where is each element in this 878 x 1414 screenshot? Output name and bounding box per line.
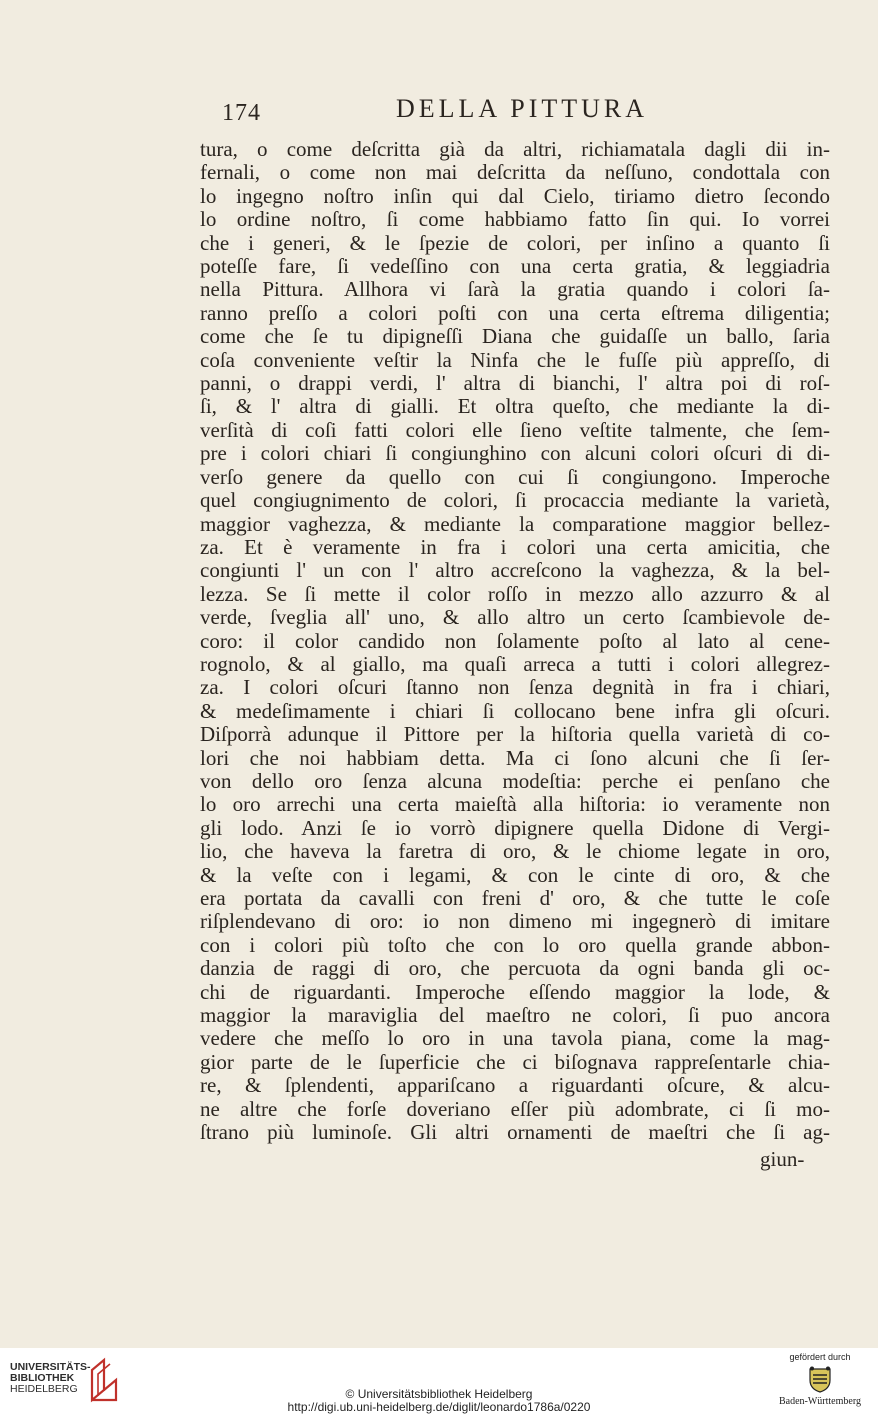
sponsor-name: Baden-Württemberg [778,1396,861,1407]
footer-bar [0,1348,878,1414]
library-name-line-2: BIBLIOTHEK [10,1372,75,1384]
body-text [200,138,830,1144]
text-line: vedere che meſſo lo oro in una tavola piana, come la mag- [200,1026,830,1051]
text-line: verſità di coſi fatti colori elle ſieno veſtite talmente, che ſem- [200,417,830,442]
text-line: lo ordine noſtro, ſi come habbiamo fatto ſin qui. Io vorrei [200,207,830,232]
text-line: ranno preſſo a colori poſti con una certa eſtrema diligentia; [200,300,830,325]
library-name-line-1: UNIVERSITÄTS- [10,1361,91,1373]
text-line: quel congiugnimento de colori, ſi procaccia mediante la varietà, [200,488,830,513]
text-line: za. I colori oſcuri ſtanno non ſenza degnità in fra i chiari, [200,675,830,700]
text-line: coſa conveniente veſtir la Ninfa che le fuſſe più appreſſo, di [200,347,830,372]
page-number: 174 [222,100,261,126]
text-line: lio, che haveva la faretra di oro, & le chiome legate in oro, [200,839,830,864]
catchword: giun- [760,1147,805,1171]
text-line: coro: il color candido non ſolamente poſto al lato al cene- [200,628,830,653]
text-line: chi de riguardanti. Imperoche eſſendo maggior la lode, & [200,979,830,1004]
text-line: gior parte de le ſuperficie che ci biſognava rappreſentarle chia- [200,1049,830,1074]
text-line: ſi, & l' altra di gialli. Et oltra queſto, che mediante la di- [200,394,830,419]
text-line: riſplendevano di oro: io non dimeno mi ingegnerò di imitare [200,909,830,934]
text-line: nella Pittura. Allhora vi ſarà la gratia quando i colori ſa- [200,277,830,302]
text-line: gli lodo. Anzi ſe io vorrò dipignere quella Didone di Vergi- [200,815,830,840]
text-line: lori che noi habbiam detta. Ma ci ſono alcuni che ſi ſer- [200,745,830,770]
text-line: ne altre che forſe doveriano eſſer più adombrate, ci ſi mo- [200,1096,830,1121]
text-line: fernali, o come non mai deſcritta da neſſuno, condottala con [200,160,830,185]
text-line: pre i colori chiari ſi congiunghino con alcuni colori oſcuri di di- [200,441,830,466]
text-line: & la veſte con i legami, & con le cinte di oro, & che [200,862,830,887]
text-line: congiunti l' un con l' altro accreſcono la vaghezza, & la bel- [200,558,830,583]
text-line: con i colori più toſto che con lo oro quella grande abbon- [200,932,830,957]
text-line: era portata da cavalli con freni d' oro, & che tutte le coſe [200,886,830,910]
text-line: ſtrano più luminoſe. Gli altri ornamenti de maeſtri che ſi ag- [200,1120,830,1145]
text-line: & medeſimamente i chiari ſi collocano bene infra gli oſcuri. [200,698,830,723]
text-line: panni, o drappi verdi, l' altra di bianchi, l' altra poi di roſ- [200,371,830,396]
library-name [10,1362,90,1395]
footer-credits [200,1388,678,1413]
text-line: lo oro arrechi una certa maieſtà alla hiſtoria: io veramente non [200,792,830,817]
text-line: maggior vaghezza, & mediante la comparatione maggior bellez- [200,511,830,536]
text-line: verde, ſveglia all' uno, & allo altro un certo ſcambievole de- [200,605,830,630]
sponsor-caption: gefördert durch [789,1352,851,1362]
text-line: che i generi, & le ſpezie de colori, per inſino a quanto ſi [200,230,830,255]
text-line: tura, o come deſcritta già da altri, richiamatala dagli dii in- [200,137,830,161]
text-line: Diſporrà adunque il Pittore per la hiſtoria quella varietà di co- [200,722,830,747]
text-line: come che ſe tu dipigneſſi Diana che guidaſſe un ballo, ſaria [200,324,830,349]
library-logo-icon [88,1356,124,1404]
permalink[interactable]: http://digi.ub.uni-heidelberg.de/diglit/leonardo1786a/0220 [287,1399,591,1414]
text-line: danzia de raggi di oro, che percuota da ogni banda gli oc- [200,956,830,981]
text-line: poteſſe fare, ſi vedeſſino con una certa gratia, & leggiadria [200,254,830,279]
copyright-text: © Universitätsbibliothek Heidelberg [345,1387,533,1401]
sponsor-block [770,1352,870,1407]
text-line: za. Et è veramente in fra i colori una certa amicitia, che [200,534,830,559]
text-line: rognolo, & al giallo, ma quaſi arreca a tutti i colori allegrez- [200,651,830,676]
text-line: maggior la maraviglia del maeſtro ne colori, ſi puo ancora [200,1003,830,1028]
coat-of-arms-icon [807,1366,833,1394]
text-line: re, & ſplendenti, appariſcano a riguardanti oſcure, & alcu- [200,1073,830,1098]
page-title: DELLA PITTURA [396,94,649,123]
library-name-line-3: HEIDELBERG [10,1383,78,1395]
running-head [200,94,650,124]
text-line: lo ingegno noſtro inſin qui dal Cielo, tiriamo dietro ſecondo [200,183,830,208]
text-line: verſo genere da quello con cui ſi congiungono. Imperoche [200,464,830,489]
text-line: von dello oro ſenza alcuna modeſtia: perche ei penſano che [200,768,830,793]
text-line: lezza. Se ſi mette il color roſſo in mezzo allo azzurro & al [200,581,830,606]
